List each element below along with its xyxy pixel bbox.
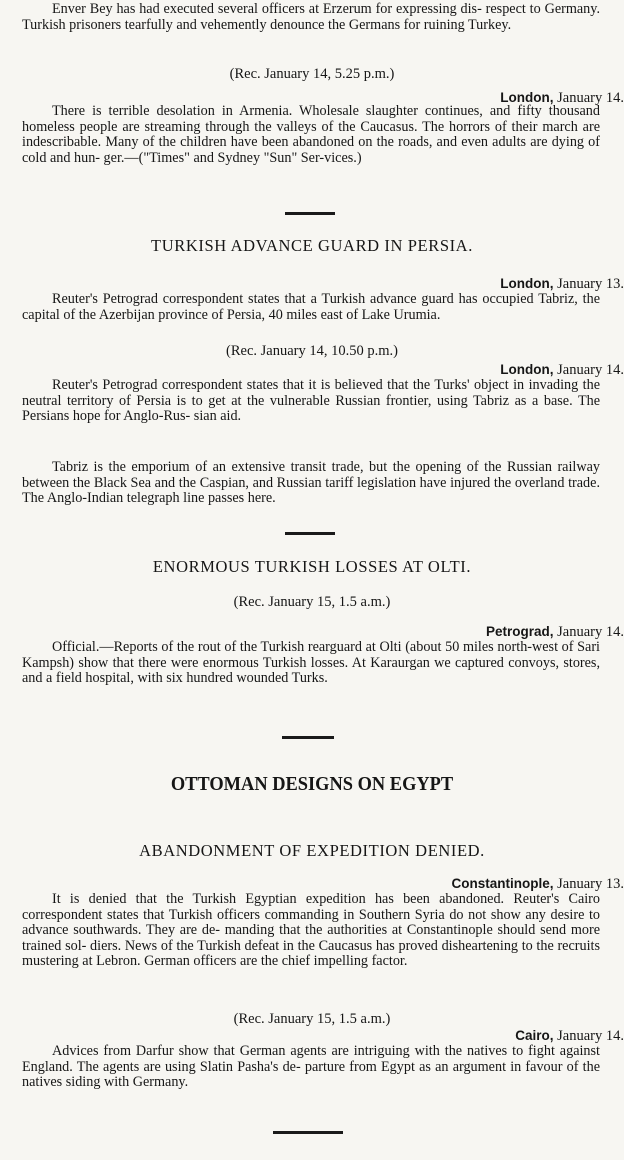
section-divider bbox=[282, 736, 334, 739]
dateline-london bbox=[0, 276, 624, 292]
dateline-constantinople bbox=[0, 876, 624, 892]
dateline-date: January 14. bbox=[553, 1028, 624, 1044]
headline-olti-losses: ENORMOUS TURKISH LOSSES AT OLTI. bbox=[152, 557, 472, 576]
dateline-date: January 14. bbox=[553, 90, 624, 106]
paragraph-tabriz-trade: Tabriz is the emporium of an extensive transit trade, but the opening of the Russian railway between the Black Sea and the Caspian, and Russian tariff legislation have injured the overland trade. The Anglo-Indian telegraph line passes here. bbox=[22, 459, 600, 507]
received-line: (Rec. January 15, 1.5 a.m.) bbox=[233, 594, 391, 610]
dateline-place: Cairo, bbox=[515, 1028, 554, 1043]
dateline-date: January 13. bbox=[553, 876, 624, 892]
section-divider bbox=[285, 532, 335, 535]
section-divider bbox=[273, 1131, 343, 1134]
received-line: (Rec. January 14, 5.25 p.m.) bbox=[229, 66, 395, 82]
dateline-date: January 14. bbox=[553, 624, 624, 640]
paragraph-darfur: Advices from Darfur show that German agents are intriguing with the natives to fight against England. The agents are using Slatin Pasha's de- parture from Egypt as an argument in favour of the natives siding with Germany. bbox=[22, 1043, 600, 1091]
paragraph-olti-official: Official.—Reports of the rout of the Turkish rearguard at Olti (about 50 miles north-west of Sari Kampsh) show that there were enormous Turkish losses. At Karaurgan we captured convoys, stores, and a field hospital, with six hundred wounded Turks. bbox=[22, 639, 600, 687]
paragraph-armenia: There is terrible desolation in Armenia. Wholesale slaughter continues, and fifty thousand homeless people are streaming through the valleys of the Caucasus. The horrors of their march are indescribable. Many of the children have been abandoned on the roads, and even adults are dying of cold and hun- ger.—("Times" and Sydney "Sun" Ser-vices.) bbox=[22, 103, 600, 166]
dateline-london bbox=[0, 362, 624, 378]
paragraph-expedition: It is denied that the Turkish Egyptian expedition has been abandoned. Reuter's Cairo correspondent states that Turkish officers commanding in Southern Syria do not show any desire to advance southwards. They are de- manding that the authorities at Constantinople should send more trained sol- diers. News of the Turkish defeat in the Caucasus has proved disheartening to the recruits mustering at Lebron. German officers are the chief impelling factor. bbox=[22, 891, 600, 970]
dateline-place: London, bbox=[500, 276, 554, 291]
paragraph-persia-objective: Reuter's Petrograd correspondent states that it is believed that the Turks' object in invading the neutral territory of Persia is to get at the vulnerable Russian frontier, using Tabriz as a base. The Persians hope for Anglo-Rus- sian aid. bbox=[22, 377, 600, 425]
dateline-date: January 14. bbox=[553, 362, 624, 378]
headline-turkish-advance-guard: TURKISH ADVANCE GUARD IN PERSIA. bbox=[151, 236, 473, 255]
dateline-place: London, bbox=[500, 90, 554, 105]
dateline-date: January 13. bbox=[553, 276, 624, 292]
dateline-petrograd bbox=[0, 624, 624, 640]
subheadline-expedition-denied: ABANDONMENT OF EXPEDITION DENIED. bbox=[139, 841, 485, 860]
dateline-cairo bbox=[0, 1028, 624, 1044]
headline-ottoman-designs: OTTOMAN DESIGNS ON EGYPT bbox=[170, 773, 454, 795]
paragraph-tabriz-occupied: Reuter's Petrograd correspondent states that a Turkish advance guard has occupied Tabriz, the capital of the Azerbijan province of Persia, 40 miles east of Lake Urumia. bbox=[22, 291, 600, 323]
received-line: (Rec. January 14, 10.50 p.m.) bbox=[226, 343, 398, 359]
dateline-place: London, bbox=[500, 362, 554, 377]
received-line: (Rec. January 15, 1.5 a.m.) bbox=[233, 1011, 391, 1027]
paragraph-enver-bey: Enver Bey has had executed several officers at Erzerum for expressing dis- respect to Germany. Turkish prisoners tearfully and vehemently denounce the Germans for ruining Turkey. bbox=[22, 1, 600, 33]
section-divider bbox=[285, 212, 335, 215]
dateline-place: Constantinople, bbox=[451, 876, 554, 891]
dateline-place: Petrograd, bbox=[486, 624, 554, 639]
